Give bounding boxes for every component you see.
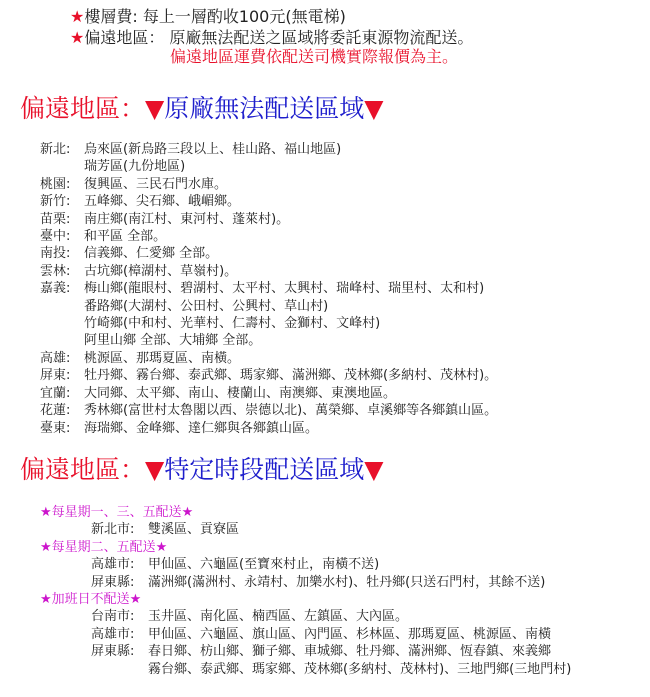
region-areas: 古坑鄉(樟湖村、草嶺村)。 [84,263,238,279]
region-areas: 梅山鄉(龍眼村、碧湖村、太平村、太興村、瑞峰村、瑞里村、太和村) [84,281,485,297]
schedule-row [40,608,571,625]
region-row [40,350,497,367]
region-row [40,402,497,419]
region-areas: 烏來區(新烏路三段以上、桂山路、福山地區) [84,142,342,157]
city-areas: 雙溪區、貢寮區 [148,522,240,538]
region-row [40,211,497,228]
schedule-row [40,643,571,660]
schedule-row [40,626,571,643]
star-icon: ★ [70,7,85,26]
city-areas: 玉井區、南化區、楠西區、左鎮區、大內區。 [148,609,409,625]
region-row [40,245,497,262]
region-label: 花蓮: [40,403,71,419]
section-heading-scheduled-delivery [20,455,384,485]
region-areas: 復興區、三民石門水庫。 [84,176,228,192]
city-label: 台南市: [91,609,135,625]
city-areas: 甲仙區、六龜區(至寶來村止，南橫不送) [148,557,380,573]
city-label: 新北市: [91,522,135,538]
region-row [40,141,497,158]
city-areas: 春日鄉、枋山鄉、獅子鄉、車城鄉、牡丹鄉、滿洲鄉、恆春鎮、來義鄉 [148,644,552,660]
city-label: 屏東縣: [91,644,135,660]
region-areas: 海瑞鄉、金峰鄉、達仁鄉與各鄉鎮山區。 [84,420,319,436]
region-areas-continued: 竹崎鄉(中和村、光華村、仁壽村、金獅村、文峰村) [84,316,381,332]
schedule-row [40,574,571,591]
region-label: 高雄: [40,350,71,366]
heading-title: 原廠無法配送區域 [164,94,365,123]
region-areas-continued: 瑞芳區(九份地區) [84,159,186,175]
schedule-day-label: ★加班日不配送★ [40,592,142,608]
region-label: 屏東: [40,368,71,384]
floor-fee-line [70,4,346,27]
region-label: 桃園: [40,176,71,192]
region-areas: 牡丹鄉、霧台鄉、泰武鄉、瑪家鄉、滿洲鄉、茂林鄉(多納村、茂林村)。 [84,368,498,384]
triangle-down-icon: ▼ [145,94,165,123]
region-areas: 信義鄉、仁愛鄉 全部。 [84,246,219,262]
city-areas: 滿洲鄉(滿洲村、永靖村、加樂水村)、牡丹鄉(只送石門村，其餘不送) [148,574,546,590]
section-heading-no-delivery [20,94,384,124]
region-label: 臺中: [40,229,71,245]
region-label: 雲林: [40,263,71,279]
region-label: 南投: [40,246,71,262]
triangle-down-icon: ▼ [364,94,384,123]
region-label: 宜蘭: [40,385,71,401]
remote-fee-note: 偏遠地區運費依配送司機實際報價為主。 [170,47,459,66]
region-areas-continued: 番路鄉(大湖村、公田村、公興村、草山村) [84,298,329,314]
region-row [40,367,497,384]
schedule-day-label: ★每星期二、五配送★ [40,539,168,555]
region-label: 嘉義: [40,281,71,297]
region-row [40,280,497,297]
triangle-down-icon: ▼ [145,455,165,484]
city-label: 屏東縣: [91,574,135,590]
city-label: 高雄市: [91,557,135,573]
triangle-down-icon: ▼ [364,455,384,484]
region-areas-continued: 阿里山鄉 全部、大埔鄉 全部。 [84,333,262,349]
region-areas: 桃源區、那瑪夏區、南橫。 [84,350,241,366]
city-areas-continued: 霧台鄉、泰武鄉、瑪家鄉、茂林鄉(多納村、茂林村)、三地門鄉(三地門村) [148,661,572,677]
region-row [40,385,497,402]
heading-prefix: 偏遠地區： [20,455,146,484]
city-areas: 甲仙區、六龜區、旗山區、內門區、杉林區、那瑪夏區、桃源區、南橫 [148,626,552,642]
region-areas: 大同鄉、太平鄉、南山、棲蘭山、南澳鄉、東澳地區。 [84,385,397,401]
schedule-day-label: ★每星期一、三、五配送★ [40,505,194,520]
region-label: 臺東: [40,420,71,436]
region-row [40,193,497,210]
schedule-row [40,521,571,538]
region-label: 新北: [40,142,71,157]
remote-fee-text: 偏遠地區： 原廠無法配送之區域將委託東源物流配送。 [84,28,474,47]
heading-title: 特定時段配送區域 [164,455,365,484]
region-row [40,420,497,437]
region-areas: 秀林鄉(富世村太魯閣以西、崇德以北)、萬榮鄉、卓溪鄉等各鄉鎮山區。 [84,403,498,419]
region-row [40,263,497,280]
heading-prefix: 偏遠地區： [20,94,146,123]
region-label: 新竹: [40,194,71,210]
region-row [40,228,497,245]
region-row [40,176,497,193]
region-areas: 南庄鄉(南江村、東河村、蓬萊村)。 [84,211,290,227]
region-areas: 和平區 全部。 [84,229,167,245]
city-label: 高雄市: [91,626,135,642]
region-areas: 五峰鄉、尖石鄉、峨嵋鄉。 [84,194,241,210]
scheduled-delivery-list [40,504,571,678]
region-label: 苗栗: [40,211,71,227]
no-delivery-list [40,141,497,437]
floor-fee-text: 樓層費: 每上一層酌收100元(無電梯) [84,7,346,26]
schedule-row [40,556,571,573]
star-icon: ★ [70,28,85,47]
